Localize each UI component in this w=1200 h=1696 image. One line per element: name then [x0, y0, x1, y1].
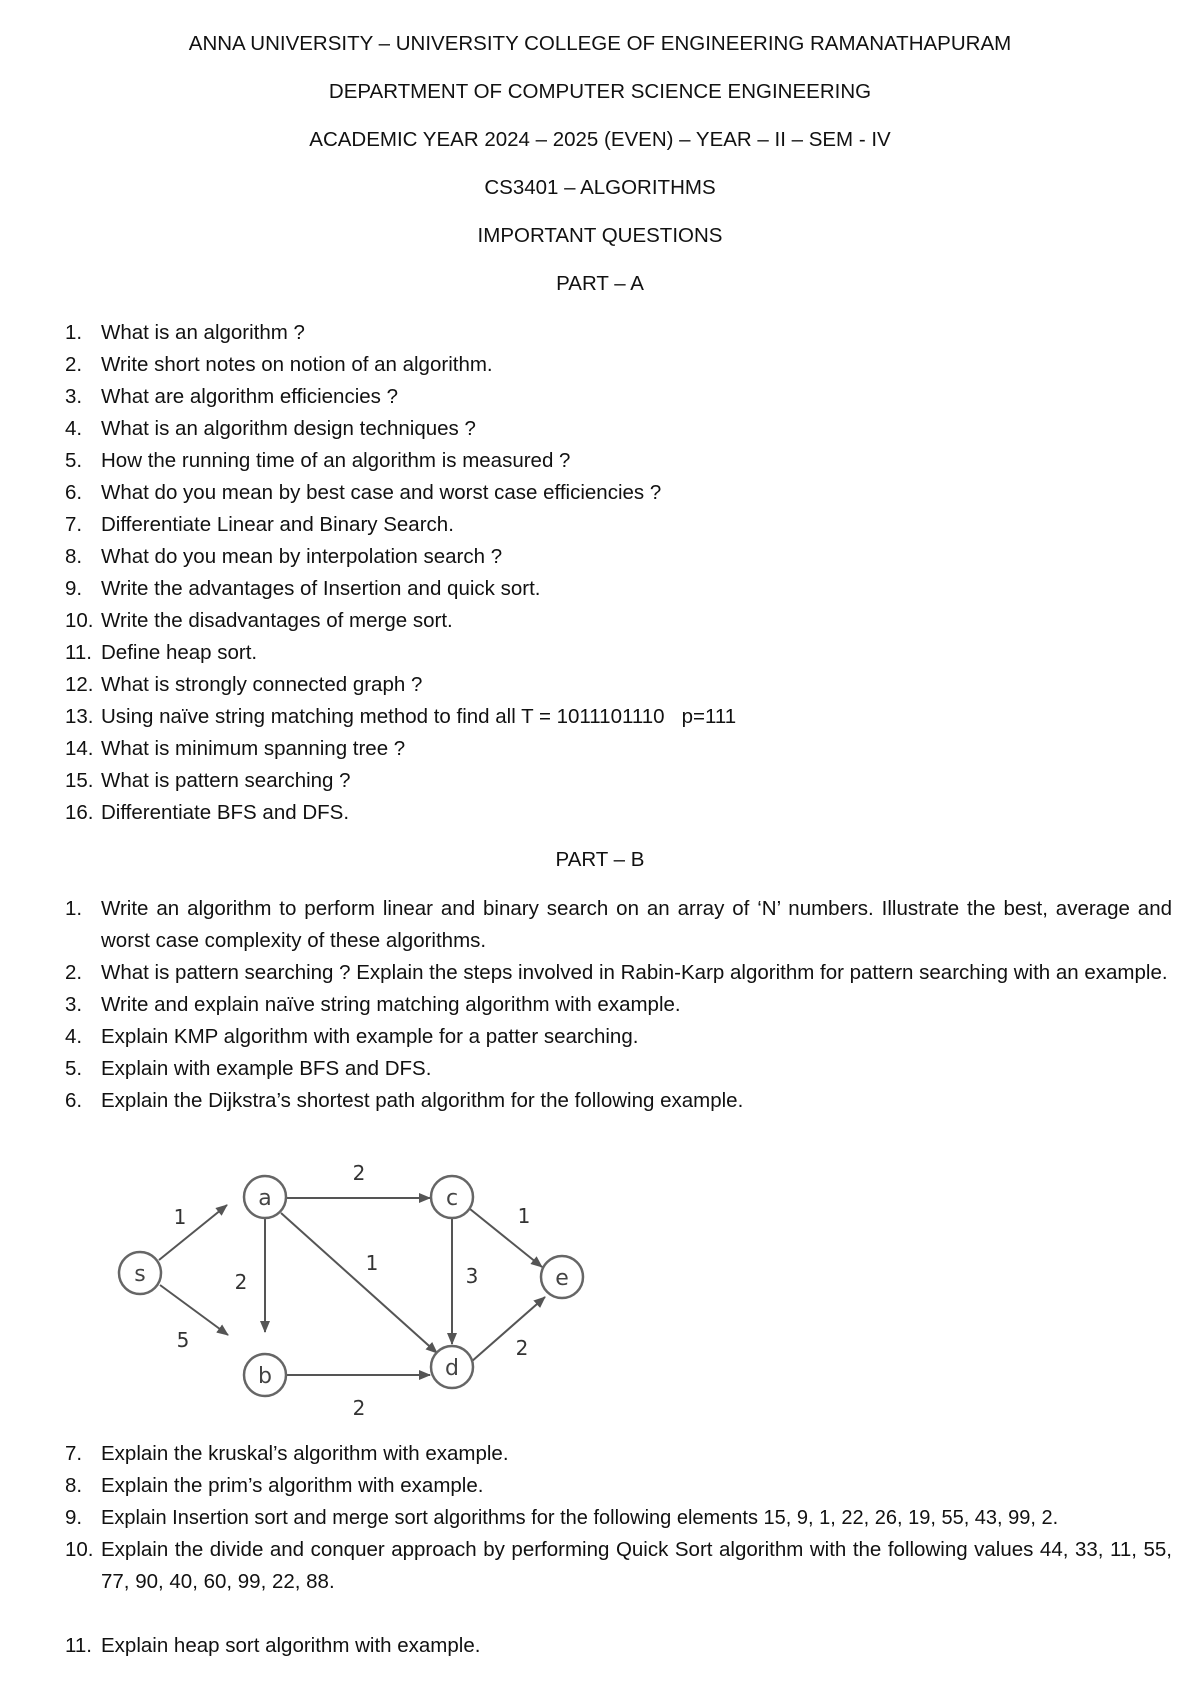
node-label-d: d — [445, 1356, 459, 1381]
list-item — [0, 445, 1200, 477]
question-number: 3. — [65, 993, 83, 1016]
list-item — [0, 1470, 1200, 1502]
list-item — [0, 1021, 1200, 1053]
weight-c-e: 1 — [517, 1204, 531, 1228]
question-text: Differentiate BFS and DFS. — [101, 801, 350, 824]
list-item — [0, 989, 1200, 1021]
node-label-s: s — [134, 1262, 146, 1287]
question-text: How the running time of an algorithm is measured ? — [101, 449, 571, 472]
document-title: IMPORTANT QUESTIONS — [477, 224, 723, 247]
question-number: 1. — [65, 897, 83, 920]
question-text: Define heap sort. — [101, 641, 258, 664]
list-item — [0, 605, 1200, 637]
part-a-question-list — [0, 317, 1200, 829]
part-b-question-list — [0, 893, 1200, 1117]
list-item — [0, 797, 1200, 829]
part-a-heading: PART – A — [556, 272, 644, 295]
question-text: What are algorithm efficiencies ? — [101, 385, 399, 408]
question-text: What is pattern searching ? Explain the steps involved in Rabin-Karp algorithm for pattern searching with an example. — [101, 961, 1168, 984]
weight-b-d: 2 — [352, 1396, 366, 1420]
question-text: Explain heap sort algorithm with example. — [101, 1634, 481, 1657]
question-text: Explain the Dijkstra’s shortest path algorithm for the following example. — [101, 1089, 744, 1112]
question-text: What is pattern searching ? — [101, 769, 351, 792]
list-item — [0, 349, 1200, 381]
node-label-b: b — [258, 1364, 272, 1389]
question-text: Write an algorithm to perform linear and binary search on an array of ‘N’ numbers. Illustrate the best, average and worst case complexity of these algorithms. — [101, 897, 1172, 952]
list-item — [0, 1534, 1200, 1598]
question-text: Explain the prim’s algorithm with example. — [101, 1474, 484, 1497]
part-b-heading: PART – B — [555, 848, 645, 871]
course-heading: CS3401 – ALGORITHMS — [484, 176, 716, 199]
list-item — [0, 317, 1200, 349]
part-b-question-list-continued — [0, 1438, 1200, 1662]
question-text: Write and explain naïve string matching algorithm with example. — [101, 993, 681, 1016]
list-item — [0, 1502, 1200, 1534]
department-heading: DEPARTMENT OF COMPUTER SCIENCE ENGINEERING — [328, 80, 872, 103]
list-item — [0, 733, 1200, 765]
list-item — [0, 381, 1200, 413]
question-text: Differentiate Linear and Binary Search. — [101, 513, 454, 536]
list-item — [0, 1438, 1200, 1470]
weight-a-c: 2 — [352, 1161, 366, 1185]
question-number: 5. — [65, 449, 83, 472]
question-text: Explain KMP algorithm with example for a patter searching. — [101, 1025, 639, 1048]
question-text: What do you mean by interpolation search ? — [101, 545, 503, 568]
question-number: 8. — [65, 1474, 83, 1497]
list-item — [0, 413, 1200, 445]
question-text: Explain the kruskal’s algorithm with example. — [101, 1442, 509, 1465]
question-text: What is minimum spanning tree ? — [101, 737, 406, 760]
list-item — [0, 1085, 1200, 1117]
question-number: 6. — [65, 1089, 83, 1112]
question-number: 13. — [65, 705, 94, 728]
edge-c-e — [470, 1209, 542, 1267]
weight-s-a: 1 — [173, 1205, 187, 1229]
question-number: 16. — [65, 801, 94, 824]
academic-year-heading: ACADEMIC YEAR 2024 – 2025 (EVEN) – YEAR – II – SEM - IV — [309, 128, 891, 151]
question-number: 7. — [65, 513, 83, 536]
question-number: 2. — [65, 353, 83, 376]
list-item — [0, 637, 1200, 669]
question-text: What do you mean by best case and worst case efficiencies ? — [101, 481, 662, 504]
list-item — [0, 509, 1200, 541]
list-item — [0, 957, 1200, 989]
question-text: Explain the divide and conquer approach by performing Quick Sort algorithm with the following values 44, 33, 11, 55, 77, 90, 40, 60, 99, 22, 88. — [101, 1538, 1172, 1593]
weight-s-b: 5 — [176, 1328, 190, 1352]
graph-svg — [110, 1155, 620, 1437]
question-number: 14. — [65, 737, 94, 760]
question-number: 6. — [65, 481, 83, 504]
question-text: Write the disadvantages of merge sort. — [101, 609, 453, 632]
question-number: 1. — [65, 321, 83, 344]
question-number: 8. — [65, 545, 83, 568]
question-number: 10. — [65, 1538, 94, 1561]
dijkstra-graph-diagram — [110, 1155, 620, 1437]
list-item — [0, 701, 1200, 733]
weight-a-b: 2 — [234, 1270, 248, 1294]
list-item — [0, 1053, 1200, 1085]
node-label-e: e — [555, 1266, 569, 1291]
list-item — [0, 1630, 1200, 1662]
question-text: What is an algorithm design techniques ? — [101, 417, 476, 440]
list-item — [0, 893, 1200, 957]
question-text: Write short notes on notion of an algorithm. — [101, 353, 493, 376]
list-item — [0, 765, 1200, 797]
question-number: 4. — [65, 417, 83, 440]
question-text: What is strongly connected graph ? — [101, 673, 423, 696]
question-number: 9. — [65, 1506, 83, 1529]
weight-a-d: 1 — [365, 1251, 379, 1275]
question-number: 9. — [65, 577, 83, 600]
node-label-a: a — [258, 1186, 272, 1211]
edge-s-a — [159, 1205, 227, 1260]
list-item — [0, 477, 1200, 509]
question-number: 11. — [65, 641, 92, 664]
question-text: Write the advantages of Insertion and quick sort. — [101, 577, 541, 600]
question-number: 4. — [65, 1025, 83, 1048]
node-label-c: c — [445, 1186, 459, 1211]
weight-d-e: 2 — [515, 1336, 529, 1360]
list-item — [0, 541, 1200, 573]
question-number: 10. — [65, 609, 94, 632]
edge-d-e — [471, 1297, 545, 1362]
university-heading: ANNA UNIVERSITY – UNIVERSITY COLLEGE OF ENGINEERING RAMANATHAPURAM — [188, 32, 1012, 55]
weight-c-d: 3 — [465, 1264, 479, 1288]
question-number: 3. — [65, 385, 83, 408]
list-item — [0, 573, 1200, 605]
edge-a-d — [281, 1213, 437, 1353]
question-text: Explain Insertion sort and merge sort algorithms for the following elements 15, 9, 1, 22, 26, 19, 55, 43, 99, 2. — [101, 1507, 1059, 1529]
question-text: What is an algorithm ? — [101, 321, 305, 344]
question-number: 2. — [65, 961, 83, 984]
edge-s-b — [160, 1285, 228, 1335]
question-text: Explain with example BFS and DFS. — [101, 1057, 432, 1080]
list-item — [0, 669, 1200, 701]
question-text: Using naïve string matching method to find all T = 1011101110 p=111 — [101, 705, 737, 728]
question-number: 11. — [65, 1634, 92, 1657]
question-number: 5. — [65, 1057, 83, 1080]
question-number: 7. — [65, 1442, 83, 1465]
question-number: 12. — [65, 673, 94, 696]
question-number: 15. — [65, 769, 94, 792]
